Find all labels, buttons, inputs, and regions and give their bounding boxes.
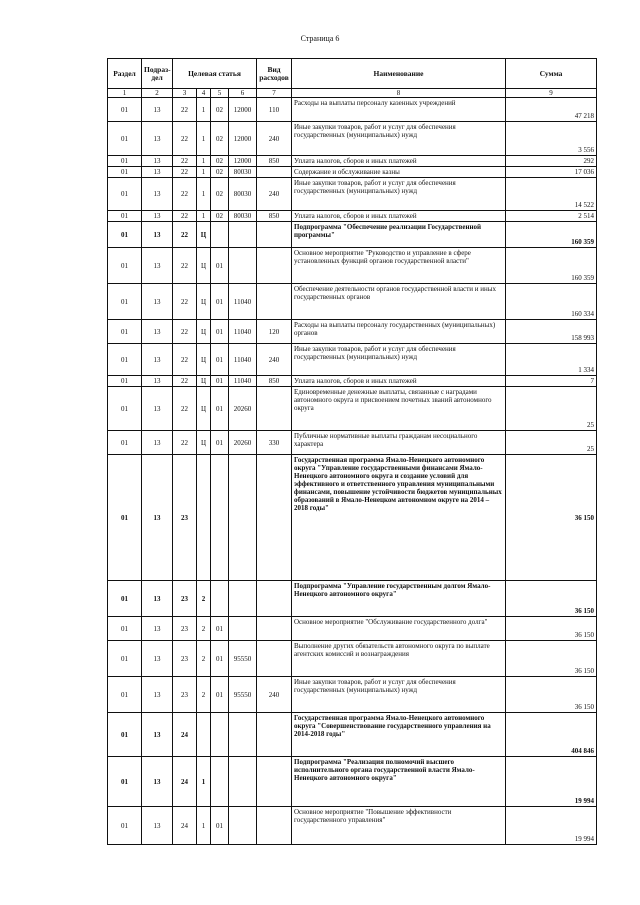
cell-sum: 19 994 (506, 757, 597, 807)
cell-cel-1: 22 (173, 178, 197, 211)
cell-cel-2: Ц (197, 344, 211, 376)
cell-cel-1: 22 (173, 320, 197, 344)
header-sum: Сумма (506, 59, 597, 89)
cell-cel-2: 1 (197, 122, 211, 156)
col-number: 5 (211, 89, 229, 98)
cell-cel-2: 2 (197, 581, 211, 617)
cell-name: Расходы на выплаты персоналу казенных учреждений (292, 98, 506, 122)
cell-razdel: 01 (108, 431, 142, 455)
header-podrazdel: Подраз-дел (142, 59, 173, 89)
cell-vid: 110 (257, 98, 292, 122)
cell-cel-3: 01 (211, 641, 229, 677)
cell-razdel: 01 (108, 641, 142, 677)
cell-cel-4: 95550 (229, 641, 257, 677)
cell-vid: 120 (257, 320, 292, 344)
cell-name: Подпрограмма "Управление государственным долгом Ямало-Ненецкого автономного округа" (292, 581, 506, 617)
cell-cel-3: 01 (211, 284, 229, 320)
cell-cel-3: 02 (211, 122, 229, 156)
cell-razdel: 01 (108, 455, 142, 581)
header-razdel: Раздел (108, 59, 142, 89)
cell-cel-1: 23 (173, 455, 197, 581)
cell-cel-4 (229, 757, 257, 807)
cell-podrazdel: 13 (142, 807, 173, 845)
cell-cel-2: 2 (197, 617, 211, 641)
cell-razdel: 01 (108, 211, 142, 222)
cell-cel-4: 11040 (229, 320, 257, 344)
page-label: Страница 6 (300, 34, 340, 43)
cell-cel-1: 22 (173, 98, 197, 122)
cell-sum: 160 334 (506, 284, 597, 320)
cell-cel-3: 01 (211, 677, 229, 713)
cell-name: Единовременные денежные выплаты, связанные с наградами автономного округа и присвоением почетных званий автономного округа (292, 387, 506, 431)
cell-razdel: 01 (108, 284, 142, 320)
cell-podrazdel: 13 (142, 713, 173, 757)
cell-cel-2: 1 (197, 211, 211, 222)
cell-cel-1: 22 (173, 167, 197, 178)
cell-cel-2: Ц (197, 222, 211, 248)
header-celevaya: Целевая статья (173, 59, 257, 89)
cell-cel-3: 01 (211, 248, 229, 284)
cell-sum: 160 359 (506, 248, 597, 284)
cell-podrazdel: 13 (142, 581, 173, 617)
cell-vid: 240 (257, 122, 292, 156)
cell-cel-4: 11040 (229, 344, 257, 376)
cell-sum: 17 036 (506, 167, 597, 178)
cell-cel-2: Ц (197, 387, 211, 431)
cell-vid: 240 (257, 178, 292, 211)
cell-vid (257, 455, 292, 581)
cell-podrazdel: 13 (142, 344, 173, 376)
col-number: 2 (142, 89, 173, 98)
cell-cel-4: 80030 (229, 211, 257, 222)
col-number: 4 (197, 89, 211, 98)
cell-name: Содержание и обслуживание казны (292, 167, 506, 178)
cell-cel-1: 22 (173, 344, 197, 376)
cell-sum: 25 (506, 387, 597, 431)
cell-podrazdel: 13 (142, 455, 173, 581)
cell-cel-4: 12000 (229, 122, 257, 156)
cell-podrazdel: 13 (142, 248, 173, 284)
cell-cel-4: 80030 (229, 167, 257, 178)
cell-razdel: 01 (108, 248, 142, 284)
cell-cel-4: 20260 (229, 431, 257, 455)
cell-razdel: 01 (108, 757, 142, 807)
cell-cel-1: 22 (173, 122, 197, 156)
cell-vid: 850 (257, 376, 292, 387)
cell-cel-3 (211, 455, 229, 581)
cell-cel-2: Ц (197, 320, 211, 344)
cell-cel-3 (211, 757, 229, 807)
cell-razdel: 01 (108, 617, 142, 641)
cell-vid (257, 713, 292, 757)
cell-cel-4 (229, 455, 257, 581)
cell-sum: 36 150 (506, 581, 597, 617)
cell-cel-4: 20260 (229, 387, 257, 431)
budget-table (107, 58, 597, 845)
cell-cel-2: 1 (197, 156, 211, 167)
cell-razdel: 01 (108, 320, 142, 344)
cell-podrazdel: 13 (142, 98, 173, 122)
cell-cel-1: 22 (173, 156, 197, 167)
cell-razdel: 01 (108, 807, 142, 845)
cell-vid (257, 387, 292, 431)
cell-cel-2: Ц (197, 284, 211, 320)
cell-vid (257, 581, 292, 617)
cell-sum: 14 522 (506, 178, 597, 211)
cell-razdel: 01 (108, 677, 142, 713)
cell-cel-1: 23 (173, 677, 197, 713)
cell-podrazdel: 13 (142, 167, 173, 178)
cell-cel-2: 2 (197, 641, 211, 677)
cell-cel-2: 1 (197, 757, 211, 807)
cell-sum: 36 150 (506, 617, 597, 641)
cell-podrazdel: 13 (142, 122, 173, 156)
cell-cel-4 (229, 581, 257, 617)
cell-razdel: 01 (108, 178, 142, 211)
cell-cel-2: Ц (197, 431, 211, 455)
cell-sum: 158 993 (506, 320, 597, 344)
cell-name: Уплата налогов, сборов и иных платежей (292, 211, 506, 222)
cell-cel-2: 1 (197, 178, 211, 211)
cell-name: Публичные нормативные выплаты гражданам несоциального характера (292, 431, 506, 455)
cell-vid: 240 (257, 677, 292, 713)
cell-vid (257, 167, 292, 178)
cell-vid (257, 222, 292, 248)
cell-podrazdel: 13 (142, 178, 173, 211)
cell-cel-3: 02 (211, 156, 229, 167)
cell-cel-3: 02 (211, 98, 229, 122)
cell-vid (257, 807, 292, 845)
cell-cel-3 (211, 581, 229, 617)
cell-cel-3: 01 (211, 387, 229, 431)
cell-name: Основное мероприятие "Руководство и управление в сфере установленных функций органов государственной власти" (292, 248, 506, 284)
cell-sum: 36 150 (506, 455, 597, 581)
col-number: 7 (257, 89, 292, 98)
cell-cel-2: 2 (197, 677, 211, 713)
cell-name: Подпрограмма "Обеспечение реализации Государственной программы" (292, 222, 506, 248)
cell-podrazdel: 13 (142, 431, 173, 455)
cell-cel-1: 22 (173, 211, 197, 222)
cell-name: Иные закупки товаров, работ и услуг для обеспечения государственных (муниципальных) нужд (292, 178, 506, 211)
cell-razdel: 01 (108, 387, 142, 431)
cell-razdel: 01 (108, 156, 142, 167)
cell-name: Государственная программа Ямало-Ненецкого автономного округа "Совершенствование государственного управления на 2014-2018 годы" (292, 713, 506, 757)
cell-cel-2: 1 (197, 167, 211, 178)
cell-sum: 1 334 (506, 344, 597, 376)
cell-cel-3: 01 (211, 344, 229, 376)
cell-vid (257, 284, 292, 320)
cell-podrazdel: 13 (142, 156, 173, 167)
cell-sum: 2 514 (506, 211, 597, 222)
cell-cel-4 (229, 222, 257, 248)
cell-name: Основное мероприятие "Повышение эффективности государственного управления" (292, 807, 506, 845)
cell-vid: 850 (257, 211, 292, 222)
cell-vid (257, 641, 292, 677)
cell-cel-3: 01 (211, 617, 229, 641)
cell-cel-1: 23 (173, 581, 197, 617)
cell-cel-4 (229, 713, 257, 757)
cell-cel-3: 02 (211, 178, 229, 211)
cell-cel-3: 01 (211, 807, 229, 845)
cell-sum: 3 556 (506, 122, 597, 156)
cell-cel-4: 95550 (229, 677, 257, 713)
cell-sum: 47 218 (506, 98, 597, 122)
cell-sum: 36 150 (506, 641, 597, 677)
cell-podrazdel: 13 (142, 284, 173, 320)
cell-cel-4 (229, 617, 257, 641)
cell-name: Расходы на выплаты персоналу государственных (муниципальных) органов (292, 320, 506, 344)
cell-sum: 7 (506, 376, 597, 387)
cell-cel-3: 01 (211, 320, 229, 344)
cell-razdel: 01 (108, 344, 142, 376)
cell-cel-1: 24 (173, 713, 197, 757)
cell-cel-1: 22 (173, 431, 197, 455)
cell-razdel: 01 (108, 222, 142, 248)
cell-sum: 404 846 (506, 713, 597, 757)
cell-name: Уплата налогов, сборов и иных платежей (292, 156, 506, 167)
cell-podrazdel: 13 (142, 677, 173, 713)
header-name: Наименование (292, 59, 506, 89)
cell-vid: 850 (257, 156, 292, 167)
cell-razdel: 01 (108, 98, 142, 122)
header-vid: Вид расходов (257, 59, 292, 89)
cell-razdel: 01 (108, 581, 142, 617)
cell-name: Иные закупки товаров, работ и услуг для обеспечения государственных (муниципальных) нужд (292, 677, 506, 713)
cell-podrazdel: 13 (142, 211, 173, 222)
cell-vid (257, 248, 292, 284)
cell-sum: 36 150 (506, 677, 597, 713)
cell-cel-2 (197, 455, 211, 581)
col-number: 3 (173, 89, 197, 98)
cell-name: Обеспечение деятельности органов государственной власти и иных государственных органов (292, 284, 506, 320)
cell-cel-4 (229, 807, 257, 845)
cell-cel-1: 22 (173, 376, 197, 387)
col-number: 6 (229, 89, 257, 98)
cell-name: Уплата налогов, сборов и иных платежей (292, 376, 506, 387)
cell-cel-4: 12000 (229, 98, 257, 122)
cell-cel-3: 01 (211, 431, 229, 455)
cell-cel-2: 1 (197, 807, 211, 845)
cell-name: Иные закупки товаров, работ и услуг для обеспечения государственных (муниципальных) нужд (292, 344, 506, 376)
col-number: 9 (506, 89, 597, 98)
cell-podrazdel: 13 (142, 757, 173, 807)
cell-cel-3 (211, 713, 229, 757)
cell-cel-1: 23 (173, 641, 197, 677)
cell-podrazdel: 13 (142, 222, 173, 248)
cell-cel-4: 80030 (229, 178, 257, 211)
cell-podrazdel: 13 (142, 320, 173, 344)
cell-cel-2: Ц (197, 248, 211, 284)
cell-cel-2: 1 (197, 98, 211, 122)
col-number: 8 (292, 89, 506, 98)
cell-cel-3: 02 (211, 167, 229, 178)
col-number: 1 (108, 89, 142, 98)
cell-podrazdel: 13 (142, 617, 173, 641)
cell-cel-4: 12000 (229, 156, 257, 167)
cell-name: Выполнение других обязательств автономного округа по выплате агентских комиссий и вознаграждения (292, 641, 506, 677)
cell-cel-4 (229, 248, 257, 284)
cell-cel-1: 24 (173, 757, 197, 807)
cell-cel-4: 11040 (229, 284, 257, 320)
cell-vid: 240 (257, 344, 292, 376)
cell-cel-4: 11040 (229, 376, 257, 387)
cell-cel-1: 22 (173, 284, 197, 320)
cell-vid: 330 (257, 431, 292, 455)
cell-cel-2: Ц (197, 376, 211, 387)
cell-vid (257, 617, 292, 641)
cell-sum: 292 (506, 156, 597, 167)
cell-cel-1: 24 (173, 807, 197, 845)
cell-razdel: 01 (108, 376, 142, 387)
cell-podrazdel: 13 (142, 387, 173, 431)
cell-razdel: 01 (108, 122, 142, 156)
cell-cel-1: 22 (173, 222, 197, 248)
cell-razdel: 01 (108, 713, 142, 757)
cell-cel-1: 22 (173, 387, 197, 431)
cell-vid (257, 757, 292, 807)
cell-cel-3: 01 (211, 376, 229, 387)
cell-podrazdel: 13 (142, 641, 173, 677)
cell-podrazdel: 13 (142, 376, 173, 387)
cell-cel-2 (197, 713, 211, 757)
cell-sum: 160 359 (506, 222, 597, 248)
cell-name: Иные закупки товаров, работ и услуг для обеспечения государственных (муниципальных) нужд (292, 122, 506, 156)
cell-cel-1: 23 (173, 617, 197, 641)
cell-cel-1: 22 (173, 248, 197, 284)
cell-sum: 19 994 (506, 807, 597, 845)
cell-cel-3 (211, 222, 229, 248)
cell-name: Подпрограмма "Реализация полномочий высшего исполнительного органа государственной власти Ямало-Ненецкого автономного округа" (292, 757, 506, 807)
cell-cel-3: 02 (211, 211, 229, 222)
cell-razdel: 01 (108, 167, 142, 178)
cell-sum: 25 (506, 431, 597, 455)
cell-name: Основное мероприятие "Обслуживание государственного долга" (292, 617, 506, 641)
cell-name: Государственная программа Ямало-Ненецкого автономного округа "Управление государственными финансами Ямало-Ненецкого автономного округа и создание условий для эффективного и ответственного управления муниципальными финансами, повышение устойчивости бюджетов муниципальных образований в Ямало-Ненецком автономном округе на 2014 – 2018 годы" (292, 455, 506, 581)
